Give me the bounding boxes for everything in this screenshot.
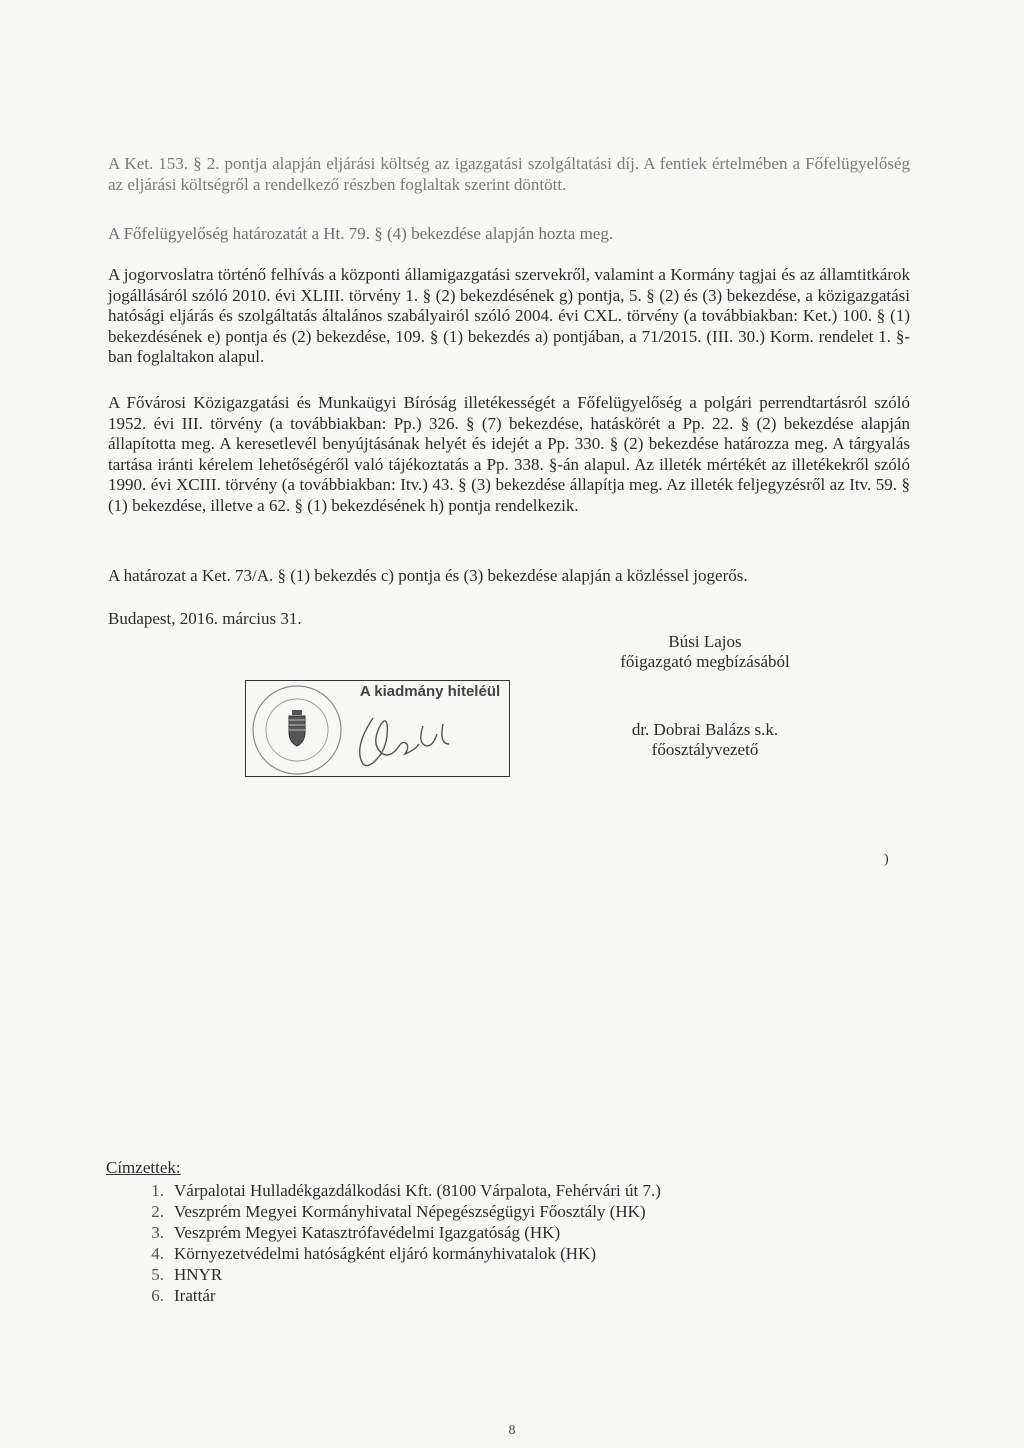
paragraph-cost: A Ket. 153. § 2. pontja alapján eljárási költség az igazgatási szolgáltatási díj. A fentiek értelmében a Főfelügyelőség az eljárási költségről a rendelkező részben foglaltak szerint döntött. (108, 154, 910, 194)
signature-signer (580, 720, 830, 760)
recipients-title: Címzettek: (106, 1158, 181, 1177)
signer-name: dr. Dobrai Balázs s.k. (631, 720, 779, 739)
signer-title: főosztályvezető (651, 740, 759, 759)
list-item: 6. Irattár (151, 1286, 216, 1305)
signature-name: Búsi Lajos (668, 632, 742, 651)
list-item: 5. HNYR (151, 1265, 223, 1284)
list-item: 3. Veszprém Megyei Katasztrófavédelmi Igazgatóság (HK) (151, 1223, 561, 1242)
paragraph-finality: A határozat a Ket. 73/A. § (1) bekezdés c) pontja és (3) bekezdése alapján a közléssel jogerős. (108, 566, 748, 585)
place-date: Budapest, 2016. március 31. (108, 609, 302, 628)
page-number: 8 (508, 1423, 516, 1438)
signature-title: főigazgató megbízásából (620, 652, 790, 671)
margin-mark: ) (884, 852, 889, 867)
list-item: 1. Várpalotai Hulladékgazdálkodási Kft. (8100 Várpalota, Fehérvári út 7.) (151, 1181, 661, 1200)
recipients-list (106, 1180, 661, 1306)
signature-authority (580, 632, 830, 672)
coat-of-arms-icon (289, 710, 305, 746)
list-item: 2. Veszprém Megyei Kormányhivatal Népegészségügyi Főosztály (HK) (151, 1202, 646, 1221)
paragraph-decision-basis: A Főfelügyelőség határozatát a Ht. 79. § (4) bekezdése alapján hozta meg. (108, 224, 614, 243)
paragraph-legal-remedy: A jogorvoslatra történő felhívás a központi államigazgatási szervekről, valamint a Kormány tagjai és az államtitkárok jogállásáról szóló 2010. évi XLIII. törvény 1. § (2) bekezdésének g) pontja, 5. § (2) és (3) bekezdése, a közigazgatási hatósági eljárás és szolgáltatás általános szabályairól szóló 2004. évi CXL. törvény (a továbbiakban: Ket.) 100. § (1) bekezdésének e) pontja és (2) bekezdése, 109. § (1) bekezdés a) pontjában, a 71/2015. (III. 30.) Korm. rendelet 1. §-ban foglaltakon alapul. (108, 265, 910, 366)
list-item: 4. Környezetvédelmi hatóságként eljáró kormányhivatalok (HK) (151, 1244, 597, 1263)
handwritten-signature-icon (360, 718, 449, 766)
stamp-header: A kiadmány hiteléül (359, 683, 501, 700)
paragraph-court-jurisdiction: A Fővárosi Közigazgatási és Munkaügyi Bíróság illetékességét a Főfelügyelőség a polgári perrendtartásról szóló 1952. évi III. törvény (a továbbiakban: Pp.) 326. § (7) bekezdése, hatáskörét a Pp. 22. § (2) bekezdése alapján állapította meg. A keresetlevél benyújtásának helyét és idejét a Pp. 330. § (2) bekezdése határozza meg. A tárgyalás tartása iránti kérelem lehetőségéről való tájékoztatás a Pp. 338. §-án alapul. Az illeték mértékét az illetékekről szóló 1990. évi XCIII. törvény (a továbbiakban: Itv.) 43. § (3) bekezdése állapítja meg. Az illeték feljegyzésről az Itv. 59. § (1) bekezdése, illetve a 62. § (1) bekezdésének h) pontja rendelkezik. (108, 393, 910, 515)
